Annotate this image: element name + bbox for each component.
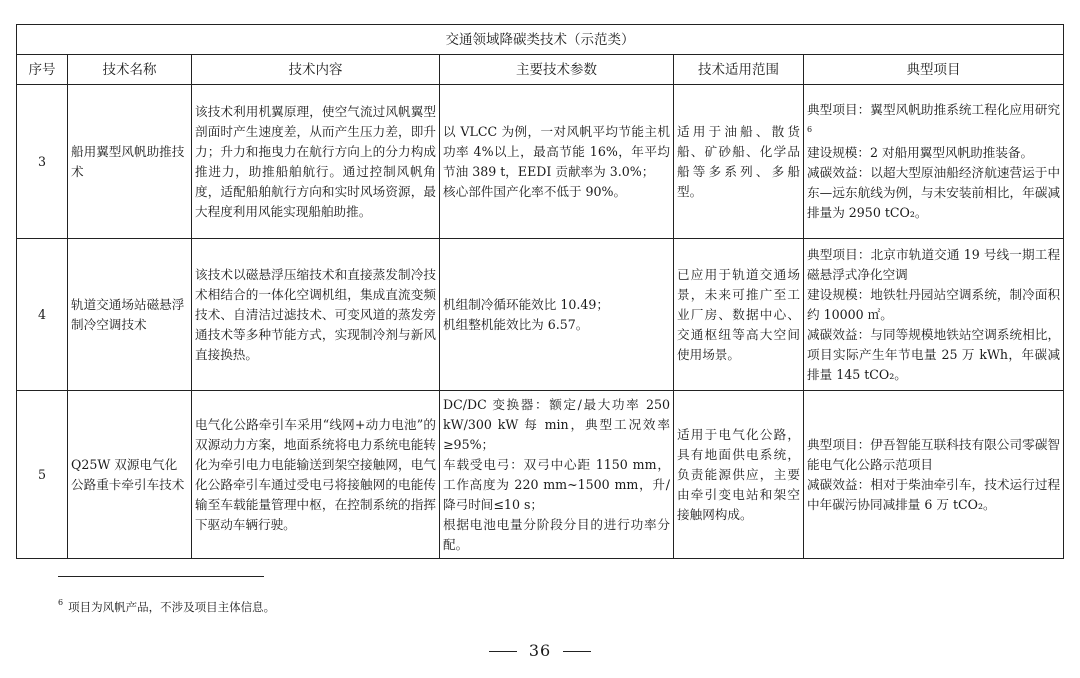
param-line: DC/DC 变换器：额定/最大功率 250 kW/300 kW 每 min，典型工况效率≥95%； [443, 396, 670, 452]
table-row [17, 391, 1064, 559]
footnote-mark: 6 [58, 598, 64, 608]
footnote-mark: 6 [807, 124, 813, 134]
project-line: 减碳效益：以超大型原油船经济航速营运于中东—远东航线为例，与未安装前相比，年碳减排量为 2950 tCO₂。 [807, 165, 1061, 221]
tech-content: 该技术以磁悬浮压缩技术和直接蒸发制冷技术相结合的一体化空调机组，集成直流变频技术、自清洁过滤技术、可变风道的蒸发旁通技术等多种节能方式，实现制冷剂与新风直接换热。 [192, 239, 440, 391]
typical-project [804, 239, 1064, 391]
param-line: 车载受电弓：双弓中心距 1150 mm，工作高度为 220 mm~1500 mm，升/降弓时间≤10 s； [443, 456, 670, 512]
header-seq: 序号 [17, 55, 68, 85]
param-line: 根据电池电量分阶段分目的进行功率分配。 [443, 516, 670, 552]
header-params: 主要技术参数 [440, 55, 674, 85]
project-line: 典型项目：北京市轨道交通 19 号线一期工程磁悬浮式净化空调 [807, 246, 1061, 282]
param-line: 机组整机能效比为 6.57。 [443, 316, 589, 332]
param-line: 以 VLCC 为例，一对风帆平均节能主机功率 4%以上，最高节能 16%，年平均节油 389 t，EEDI 贡献率为 3.0%； [443, 123, 670, 179]
param-line: 核心部件国产化率不低于 90%。 [443, 183, 627, 199]
project-line: 减碳效益：相对于柴油牵引车，技术运行过程中年碳污协同减排量 6 万 tCO₂。 [807, 476, 1061, 512]
tech-name: 船用翼型风帆助推技术 [68, 85, 192, 239]
table-title: 交通领域降碳类技术（示范类） [17, 25, 1064, 55]
tech-scope: 适用于电气化公路，具有地面供电系统，负责能源供应，主要由牵引变电站和架空接触网构成。 [674, 391, 804, 559]
project-line: 建设规模：2 对船用翼型风帆助推装备。 [807, 145, 1034, 161]
footnote-divider [58, 576, 264, 577]
table-row [17, 239, 1064, 391]
project-line: 典型项目：翼型风帆助推系统工程化应用研究$^6$ [807, 101, 1061, 134]
row-number: 4 [17, 239, 68, 391]
typical-project [804, 391, 1064, 559]
row-number: 3 [17, 85, 68, 239]
param-line: 机组制冷循环能效比 10.49； [443, 296, 609, 312]
header-content: 技术内容 [192, 55, 440, 85]
tech-params [440, 85, 674, 239]
tech-params [440, 391, 674, 559]
project-line: 减碳效益：与同等规模地铁站空调系统相比，项目实际产生年节电量 25 万 kWh，年碳减排量 145 tCO₂。 [807, 326, 1061, 382]
dash-right [563, 651, 591, 652]
typical-project [804, 85, 1064, 239]
tech-content: 该技术利用机翼原理，使空气流过风帆翼型剖面时产生速度差，从而产生压力差，即升力；升力和拖曳力在航行方向上的分力构成推进力，助推船舶航行。通过控制风帆角度，适配船舶航行方向和实时风场资源，最大程度利用风能实现船舶助推。 [192, 85, 440, 239]
footnote-text: 项目为风帆产品，不涉及项目主体信息。 [68, 600, 276, 614]
row-number: 5 [17, 391, 68, 559]
tech-scope: 适用于油船、散货船、矿砂船、化学品船等多系列、多船型。 [674, 85, 804, 239]
header-scope: 技术适用范围 [674, 55, 804, 85]
header-name: 技术名称 [68, 55, 192, 85]
header-project: 典型项目 [804, 55, 1064, 85]
footnote [58, 599, 275, 615]
table-row [17, 85, 1064, 239]
dash-left [489, 651, 517, 652]
project-line: 建设规模：地铁牡丹园站空调系统，制冷面积约 10000 ㎡。 [807, 286, 1061, 322]
technology-table [16, 24, 1064, 559]
tech-name: Q25W 双源电气化公路重卡牵引车技术 [68, 391, 192, 559]
tech-scope: 已应用于轨道交通场景，未来可推广至工业厂房、数据中心、交通枢纽等高大空间使用场景。 [674, 239, 804, 391]
tech-content: 电气化公路牵引车采用“线网+动力电池”的双源动力方案，地面系统将电力系统电能转化为牵引电力电能输送到架空接触网，电气化公路牵引车通过受电弓将接触网的电能传输至车载能量管理中枢，在控制系统的指挥下驱动车辆行驶。 [192, 391, 440, 559]
tech-params [440, 239, 674, 391]
tech-name: 轨道交通场站磁悬浮制冷空调技术 [68, 239, 192, 391]
project-line: 典型项目：伊吾智能互联科技有限公司零碳智能电气化公路示范项目 [807, 436, 1061, 472]
page-number: 36 [0, 641, 1080, 660]
